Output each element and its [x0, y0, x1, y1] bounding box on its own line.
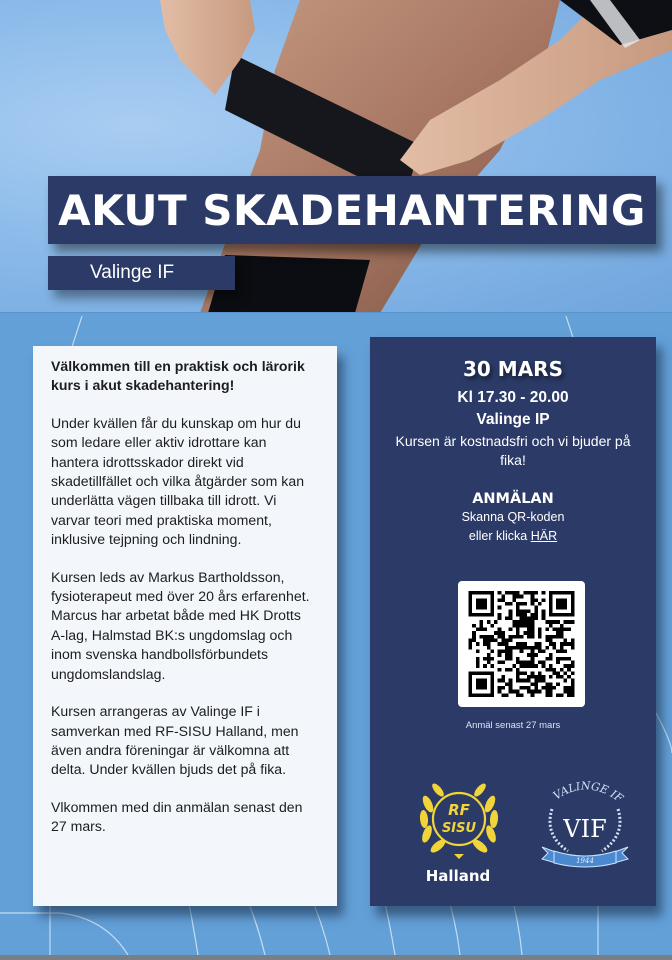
vif-arc-text: VALINGE IF [550, 779, 626, 805]
paragraph-course-content: Under kvällen får du kunskap om hur du som ledare eller aktiv idrottare kan hantera idrottsskador direkt vid skadetillfället och vilka åtgärder som kan underlätta vägen tillbaka till idrott. Vi varvar teori med praktiska moment, inklusive tejpning och lindning. [51, 414, 305, 548]
rf-text: RF [448, 801, 470, 819]
subtitle-banner [48, 256, 235, 290]
event-date: 30 MARS [463, 357, 563, 381]
title-banner [48, 176, 656, 244]
registration-click-text: eller klicka [468, 529, 531, 543]
rf-sisu-logo [416, 774, 502, 860]
paragraph-welcome: Vlkommen med din anmälan senast den 27 mars. [51, 798, 303, 835]
paragraph-instructor: Kursen leds av Markus Bartholdsson, fysioterapeut med över 20 års erfarenhet. Marcus har arbetat både med HK Drotts A-lag, Halmstad BK:s ungdomslag och inom svenska handbollsförbundets ungdomslandslag. [51, 568, 310, 682]
sisu-text: SISU [441, 821, 477, 836]
event-time: Kl 17.30 - 20.00 [457, 389, 569, 406]
registration-heading: ANMÄLAN [472, 491, 554, 507]
registration-deadline: Anmäl senast 27 mars [465, 720, 561, 731]
halland-caption: Halland [425, 867, 491, 885]
description-panel [33, 346, 337, 906]
registration-link[interactable]: HÄR [530, 529, 558, 543]
registration-scan-text: Skanna QR-koden [461, 510, 565, 524]
event-place: Valinge IP [476, 411, 550, 428]
intro-lead: Välkommen till en praktisk och lärorik kurs i akut skadehantering! [51, 358, 305, 394]
qr-code-icon [468, 591, 575, 697]
hero-image [0, 0, 672, 313]
vif-year: 1944 [576, 857, 594, 865]
vif-initials: VIF [563, 815, 607, 843]
club-name: Valinge IF [90, 262, 175, 283]
valinge-if-logo [538, 775, 632, 871]
event-info: Kursen är kostnadsfri och vi bjuder på fika! [395, 433, 631, 468]
event-info-panel [370, 337, 656, 906]
qr-code[interactable] [458, 581, 585, 707]
paragraph-organizers: Kursen arrangeras av Valinge IF i samverkan med RF-SISU Halland, men även andra föreningar är välkomna att delta. Under kvällen bjuds det på fika. [51, 703, 299, 778]
page-title: AKUT SKADEHANTERING [58, 185, 646, 235]
registration-click-line [370, 528, 656, 545]
